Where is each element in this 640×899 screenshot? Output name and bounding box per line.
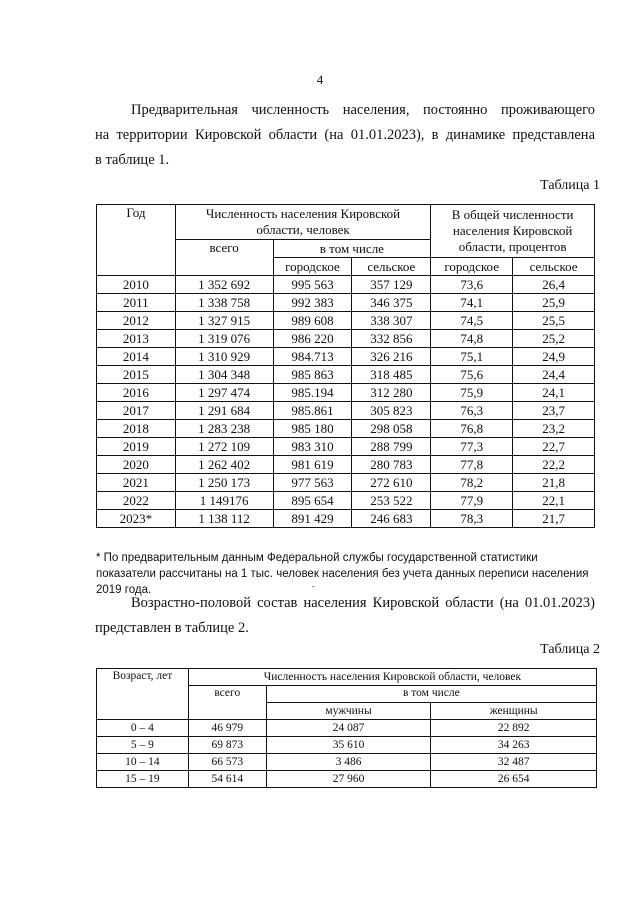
table1-cell-rural: 272 610 <box>352 474 431 492</box>
intro-line-1: Предварительная численность населения, постоянно проживающего <box>131 102 595 118</box>
table1-cell-rural: 253 522 <box>352 492 431 510</box>
table1-cell-urban: 891 429 <box>273 510 352 528</box>
table1-row <box>97 330 595 348</box>
table1-cell-rural-pct: 21,8 <box>513 474 595 492</box>
table1-cell-total: 1 304 348 <box>175 366 273 384</box>
table2-cell-total: 46 979 <box>188 720 266 737</box>
table1-cell-year: 2016 <box>97 384 176 402</box>
table1-row <box>97 492 595 510</box>
table1-cell-rural-pct: 22,1 <box>513 492 595 510</box>
table1-cell-rural-pct: 23,7 <box>513 402 595 420</box>
header-year: Год <box>97 205 176 276</box>
table1-cell-year: 2021 <box>97 474 176 492</box>
table1-cell-total: 1 149176 <box>175 492 273 510</box>
table1-cell-urban: 986 220 <box>273 330 352 348</box>
table1-cell-urban: 985.861 <box>273 402 352 420</box>
intro-line-3: в таблице 1. <box>95 152 170 168</box>
table1-cell-rural: 346 375 <box>352 294 431 312</box>
population-dynamics-table <box>96 204 595 528</box>
table1-cell-urban-pct: 73,6 <box>431 276 513 294</box>
table1-cell-urban: 984.713 <box>273 348 352 366</box>
header-including-2: в том числе <box>266 686 596 703</box>
table1-cell-rural-pct: 26,4 <box>513 276 595 294</box>
table1-cell-rural: 318 485 <box>352 366 431 384</box>
table1-cell-urban-pct: 76,8 <box>431 420 513 438</box>
intro-line-2: на территории Кировской области (на 01.01.2023), в динамике представлена <box>95 127 595 143</box>
table1-cell-year: 2013 <box>97 330 176 348</box>
age-sex-line-1: Возрастно-половой состав населения Кировской области (на 01.01.2023) <box>131 595 595 611</box>
header-total: всего <box>175 240 273 276</box>
table1-cell-year: 2019 <box>97 438 176 456</box>
header-age: Возраст, лет <box>97 669 189 720</box>
table1-cell-year: 2010 <box>97 276 176 294</box>
table1-cell-urban: 895 654 <box>273 492 352 510</box>
header-rural-pct: сельское <box>513 258 595 276</box>
table1-cell-total: 1 291 684 <box>175 402 273 420</box>
table1-cell-rural: 305 823 <box>352 402 431 420</box>
table1-cell-urban: 981 619 <box>273 456 352 474</box>
table1-cell-urban-pct: 77,3 <box>431 438 513 456</box>
page-number: 4 <box>316 72 324 87</box>
table2-cell-women: 32 487 <box>431 754 597 771</box>
table1-row <box>97 474 595 492</box>
table1-cell-year: 2012 <box>97 312 176 330</box>
table2-cell-age: 15 – 19 <box>97 771 189 788</box>
table1-cell-year: 2023* <box>97 510 176 528</box>
table1-cell-rural-pct: 25,2 <box>513 330 595 348</box>
table2-cell-total: 66 573 <box>188 754 266 771</box>
table1-cell-urban-pct: 78,2 <box>431 474 513 492</box>
table2-row <box>97 754 597 771</box>
table1-row <box>97 420 595 438</box>
footnote: * По предварительным данным Федеральной службы государственной статистики показатели рассчитаны на 1 тыс. человек населения без учета данных переписи населения 2019 года. <box>96 552 589 596</box>
age-sex-line-2: представлен в таблице 2. <box>95 620 249 636</box>
table1-cell-year: 2011 <box>97 294 176 312</box>
header-rural: сельское <box>352 258 431 276</box>
table2-cell-men: 27 960 <box>266 771 431 788</box>
table2-cell-women: 22 892 <box>431 720 597 737</box>
table1-cell-urban: 995 563 <box>273 276 352 294</box>
table1-cell-total: 1 138 112 <box>175 510 273 528</box>
header-population: Численность населения Кировской области, человек <box>175 205 430 240</box>
table1-cell-rural: 332 856 <box>352 330 431 348</box>
table1-cell-urban: 989 608 <box>273 312 352 330</box>
table1-cell-rural-pct: 24,1 <box>513 384 595 402</box>
table1-cell-total: 1 297 474 <box>175 384 273 402</box>
table1-cell-rural: 288 799 <box>352 438 431 456</box>
stray-mark: - <box>312 582 315 591</box>
table1-cell-rural-pct: 21,7 <box>513 510 595 528</box>
table1-row <box>97 510 595 528</box>
table1-cell-urban-pct: 74,1 <box>431 294 513 312</box>
table1-cell-year: 2015 <box>97 366 176 384</box>
table1-cell-urban: 985.194 <box>273 384 352 402</box>
table1-cell-rural: 338 307 <box>352 312 431 330</box>
table1-cell-urban-pct: 74,8 <box>431 330 513 348</box>
table2-cell-women: 34 263 <box>431 737 597 754</box>
table1-row <box>97 384 595 402</box>
table1-row <box>97 276 595 294</box>
table1-row <box>97 366 595 384</box>
header-women: женщины <box>431 703 597 720</box>
table1-cell-year: 2022 <box>97 492 176 510</box>
header-total-2: всего <box>188 686 266 720</box>
table2-caption: Таблица 2 <box>540 642 600 657</box>
table1-cell-urban-pct: 74,5 <box>431 312 513 330</box>
table1-cell-urban-pct: 77,9 <box>431 492 513 510</box>
table1-cell-total: 1 338 758 <box>175 294 273 312</box>
table2-row <box>97 771 597 788</box>
table1-cell-rural-pct: 23,2 <box>513 420 595 438</box>
table1-cell-rural: 298 058 <box>352 420 431 438</box>
table1-cell-rural-pct: 24,4 <box>513 366 595 384</box>
table1-cell-urban: 985 180 <box>273 420 352 438</box>
intro-paragraph <box>95 98 595 173</box>
table1-cell-rural: 357 129 <box>352 276 431 294</box>
table1-cell-year: 2020 <box>97 456 176 474</box>
table1-cell-total: 1 250 173 <box>175 474 273 492</box>
table1-row <box>97 294 595 312</box>
table1-cell-total: 1 262 402 <box>175 456 273 474</box>
header-share: В общей численности населения Кировской области, процентов <box>431 205 595 258</box>
table1-cell-total: 1 319 076 <box>175 330 273 348</box>
table1-cell-urban-pct: 75,1 <box>431 348 513 366</box>
table1-cell-urban: 992 383 <box>273 294 352 312</box>
table1-cell-total: 1 352 692 <box>175 276 273 294</box>
table2-cell-age: 5 – 9 <box>97 737 189 754</box>
table1-cell-urban: 983 310 <box>273 438 352 456</box>
table1-cell-year: 2017 <box>97 402 176 420</box>
table2-cell-age: 0 – 4 <box>97 720 189 737</box>
table2-cell-women: 26 654 <box>431 771 597 788</box>
header-men: мужчины <box>266 703 431 720</box>
table1-cell-total: 1 310 929 <box>175 348 273 366</box>
table1-cell-rural: 312 280 <box>352 384 431 402</box>
table2-cell-total: 69 873 <box>188 737 266 754</box>
table1-cell-rural: 280 783 <box>352 456 431 474</box>
table2-cell-total: 54 614 <box>188 771 266 788</box>
header-population-2: Численность населения Кировской области, человек <box>188 669 596 686</box>
table2-cell-men: 24 087 <box>266 720 431 737</box>
table2-row <box>97 720 597 737</box>
age-sex-paragraph <box>95 591 595 641</box>
table2-row <box>97 737 597 754</box>
table1-cell-rural-pct: 22,2 <box>513 456 595 474</box>
header-including: в том числе <box>273 240 431 258</box>
table1-row <box>97 402 595 420</box>
table1-cell-urban-pct: 75,6 <box>431 366 513 384</box>
table1-row <box>97 312 595 330</box>
age-sex-table <box>96 668 597 788</box>
table1-cell-urban-pct: 78,3 <box>431 510 513 528</box>
table1-cell-year: 2014 <box>97 348 176 366</box>
table1-row <box>97 348 595 366</box>
table1-cell-urban: 985 863 <box>273 366 352 384</box>
table2-cell-men: 35 610 <box>266 737 431 754</box>
table2-cell-men: 3 486 <box>266 754 431 771</box>
table1-cell-urban-pct: 77,8 <box>431 456 513 474</box>
table1-row <box>97 456 595 474</box>
header-urban-pct: городское <box>431 258 513 276</box>
table1-cell-urban: 977 563 <box>273 474 352 492</box>
table1-cell-year: 2018 <box>97 420 176 438</box>
table1-cell-rural-pct: 25,9 <box>513 294 595 312</box>
table1-cell-total: 1 283 238 <box>175 420 273 438</box>
table1-cell-rural: 246 683 <box>352 510 431 528</box>
table1-row <box>97 438 595 456</box>
table1-cell-rural-pct: 24,9 <box>513 348 595 366</box>
table2-cell-age: 10 – 14 <box>97 754 189 771</box>
table1-cell-rural: 326 216 <box>352 348 431 366</box>
table1-cell-urban-pct: 75,9 <box>431 384 513 402</box>
table1-cell-total: 1 272 109 <box>175 438 273 456</box>
header-urban: городское <box>273 258 352 276</box>
table1-cell-urban-pct: 76,3 <box>431 402 513 420</box>
table1-cell-rural-pct: 22,7 <box>513 438 595 456</box>
table1-caption: Таблица 1 <box>540 178 600 193</box>
table1-cell-total: 1 327 915 <box>175 312 273 330</box>
table1-cell-rural-pct: 25,5 <box>513 312 595 330</box>
